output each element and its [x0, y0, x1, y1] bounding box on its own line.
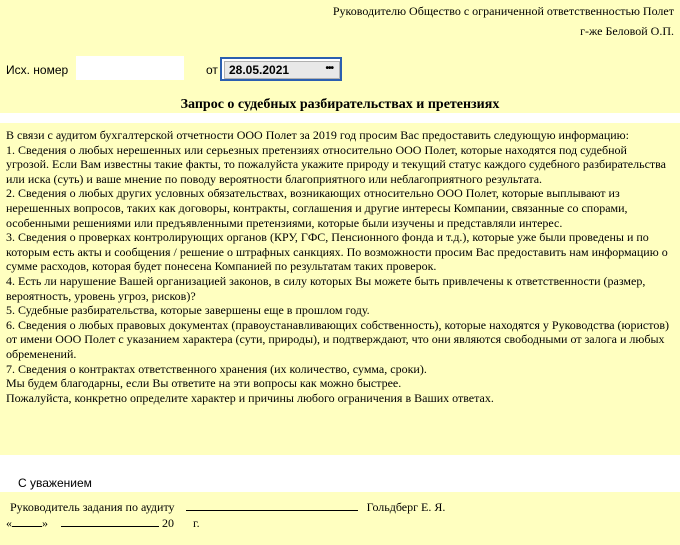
signer-name: Гольдберг Е. Я.	[366, 500, 446, 514]
signer-title: Руководитель задания по аудиту	[10, 500, 175, 514]
date-picker-icon[interactable]: •••	[325, 63, 333, 74]
body-item-4: 4. Есть ли нарушение Вашей организацией законов, в силу которых Вы можете быть привлечены к ответственности (размер, вероятность, уровень угроз, рисков)?	[6, 273, 646, 303]
recipient-line-1: Руководителю Общество с ограниченной ответственностью Полет	[332, 4, 674, 18]
document-title: Запрос о судебных разбирательствах и претензиях	[180, 97, 500, 112]
ref-number-input[interactable]	[76, 56, 184, 80]
signature-underline	[186, 499, 358, 511]
year-suffix: г.	[193, 516, 200, 530]
year-prefix: 20	[162, 516, 174, 530]
date-line	[6, 515, 200, 531]
date-label: от	[206, 63, 218, 77]
month-underline	[61, 515, 159, 527]
date-field[interactable]	[220, 57, 342, 81]
date-value: 28.05.2021	[229, 63, 290, 77]
quote-close: »	[42, 516, 48, 530]
body-item-2: 2. Сведения о любых других условных обязательствах, возникающих относительно ООО Полет, которые выплывают из нерешенных вопросов, таких как договоры, контракты, соглашения и другие интересы Компании, связанные со спорами, особенными решениями или предъявленными претензиями, которые были изучены и представляли интерес.	[6, 186, 628, 230]
body-item-6: 6. Сведения о любых правовых документах (правоустанавливающих собственность), которые находятся у Руководства (юристов) от имени ООО Полет с указанием характера (сути, природы), и подтверждают, что они являются свободными от залога и любых обременений.	[6, 317, 669, 361]
body-item-5: 5. Судебные разбирательства, которые завершены еще в прошлом году.	[6, 303, 370, 318]
body-intro: В связи с аудитом бухгалтерской отчетности ООО Полет за 2019 год просим Вас предоставить следующую информацию:	[6, 128, 629, 142]
ref-number-label: Исх. номер	[6, 63, 69, 77]
body-request-note: Пожалуйста, конкретно определите характер и причины любого ограничения в Ваших ответах.	[6, 390, 494, 405]
day-underline	[12, 515, 42, 527]
body-item-1: 1. Сведения о любых нерешенных или серьезных претензиях относительно ООО Полет, которые находятся под судебной угрозой. Если Вам известны такие факты, то пожалуйста укажите природу и текущий статус каждого судебного разбирательства или иска (суть) и ваше мнение по поводу вероятности благоприятного или неблагоприятного результата.	[6, 142, 666, 186]
body-thanks: Мы будем благодарны, если Вы ответите на эти вопросы как можно быстрее.	[6, 376, 402, 391]
date-input-inner[interactable]	[224, 61, 340, 79]
body-item-7: 7. Сведения о контрактах ответственного хранения (их количество, сумма, сроки).	[6, 361, 427, 376]
request-body	[6, 128, 672, 405]
quote-open: «	[6, 516, 12, 530]
recipient-line-2: г-же Беловой О.П.	[580, 24, 674, 38]
body-item-3: 3. Сведения о проверках контролирующих органов (КРУ, ГФС, Пенсионного фонда и т.д.), которые уже были проведены и по которым есть акты и сообщения / решение о штрафных санкциях. По возможности просим Вас предоставить нам информацию о сумме расходов, которая будет понесена Компанией по результатам таких проверок.	[6, 230, 668, 274]
regards-text: С уважением	[18, 476, 92, 490]
signer-line	[10, 499, 445, 515]
